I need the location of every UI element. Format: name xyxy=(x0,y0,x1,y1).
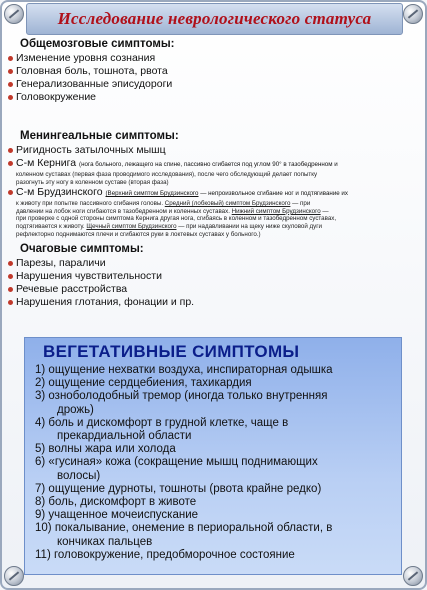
kernig-text: коленном суставах (первая фаза проводимого исследования), после чего обследующий делает попытку xyxy=(16,171,318,178)
vegetative-line: дрожь) xyxy=(57,403,94,416)
list-item: Речевые расстройства xyxy=(8,283,420,296)
vegetative-line: 7) ощущение дурноты, тошноты (рвота крайне редко) xyxy=(35,482,322,495)
header-banner xyxy=(26,3,403,35)
brudzinsky-label: С-м Брудзинского xyxy=(16,186,103,199)
vegetative-line: 5) волны жара или холода xyxy=(35,443,176,456)
vegetative-line: 4) боль и дискомфорт в грудной клетке, чаще в xyxy=(35,416,289,429)
kernig-text: (нога больного, лежащего на спине, пассивно сгибается под углом 90° в тазобедренном и xyxy=(79,161,338,168)
vegetative-title: ВЕГЕТАТИВНЫЕ СИМПТОМЫ xyxy=(43,342,300,361)
brudzinsky-text: к животу при попытке пассивного сгибания головы. Средний (лобковый) симптом Брудзинского — при xyxy=(16,200,311,208)
vegetative-line: 2) ощущение сердцебиения, тахикардия xyxy=(35,377,252,390)
list-item: Головокружение xyxy=(8,91,420,104)
general-symptoms-title: Общемозговые симптомы: xyxy=(20,38,175,50)
list-item: Генерализованные эписудороги xyxy=(8,78,420,91)
list-item: Парезы, параличи xyxy=(8,257,420,270)
vegetative-line: 9) учащенное мочеиспускание xyxy=(35,509,199,522)
brudzinsky-cheek: Щечный симптом Брудзинского xyxy=(86,222,177,230)
kernig-label: С-м Кернига xyxy=(16,157,77,169)
brudzinsky-text: подтягивается к животу. Щечный симптом Брудзинского — при надавливании на щеку ниже скуловой дуги xyxy=(16,222,322,230)
content-area xyxy=(8,38,420,309)
vegetative-line: 10) покалывание, онемение в периоральной области, в xyxy=(35,522,333,535)
vegetative-line: прекардиальной области xyxy=(57,430,192,443)
list-item: Изменение уровня сознания xyxy=(8,52,420,65)
vegetative-line: 11) головокружение, предобморочное состояние xyxy=(35,548,295,561)
kernig-text: разогнуть эту ногу в коленном суставе (вторая фаза) xyxy=(16,178,169,186)
brudzinsky-middle: Средний (лобковый) симптом Брудзинского xyxy=(164,200,291,208)
vegetative-panel xyxy=(24,337,402,575)
list-item: Ригидность затылочных мышц xyxy=(8,144,420,157)
screw-icon xyxy=(4,4,24,24)
vegetative-line: кончиках пальцев xyxy=(57,535,153,548)
meningeal-symptoms-title: Менингеальные симптомы: xyxy=(20,130,179,142)
page-title: Исследование неврологического статуса xyxy=(57,9,372,28)
brudzinsky-text: рефлекторно поднимаются плечи и сгибаются руки в локтевых суставах у больного.) xyxy=(16,230,261,238)
focal-symptoms-title: Очаговые симптомы: xyxy=(20,243,144,256)
vegetative-line: волосы) xyxy=(57,469,101,482)
brudzinsky-upper-link: (Верхний симптом Брудзинского xyxy=(105,190,199,198)
brudzinsky-lower: Нижний симптом Брудзинского xyxy=(231,207,321,215)
screw-icon xyxy=(4,566,24,586)
vegetative-line: 6) «гусиная» кожа (сокращение мышц поднимающих xyxy=(35,456,318,469)
list-item: Нарушения чувствительности xyxy=(8,270,420,283)
vegetative-line: 8) боль, дискомфорт в животе xyxy=(35,496,197,509)
list-item: Нарушения глотания, фонации и пр. xyxy=(8,296,420,309)
screw-icon xyxy=(403,4,423,24)
brudzinsky-text: — непроизвольное сгибание ног и подтягивание их xyxy=(198,190,348,198)
screw-icon xyxy=(403,566,423,586)
vegetative-line: 1) ощущение нехватки воздуха, инспираторная одышка xyxy=(35,364,333,376)
list-item: Головная боль, тошнота, рвота xyxy=(8,65,420,78)
brudzinsky-item xyxy=(8,186,420,200)
brudzinsky-text: давлении на лобок ноги сгибаются в тазобедренном и коленных суставах. Нижний симптом Брудзинского — xyxy=(16,207,329,215)
vegetative-line: 3) озноболодобный тремор (иногда только внутренняя xyxy=(35,390,328,403)
brudzinsky-text: при проверке с одной стороны симптома Кернига другая нога, сгибаясь в коленном и тазобедренном суставах, xyxy=(16,215,337,223)
kernig-item xyxy=(8,157,420,171)
